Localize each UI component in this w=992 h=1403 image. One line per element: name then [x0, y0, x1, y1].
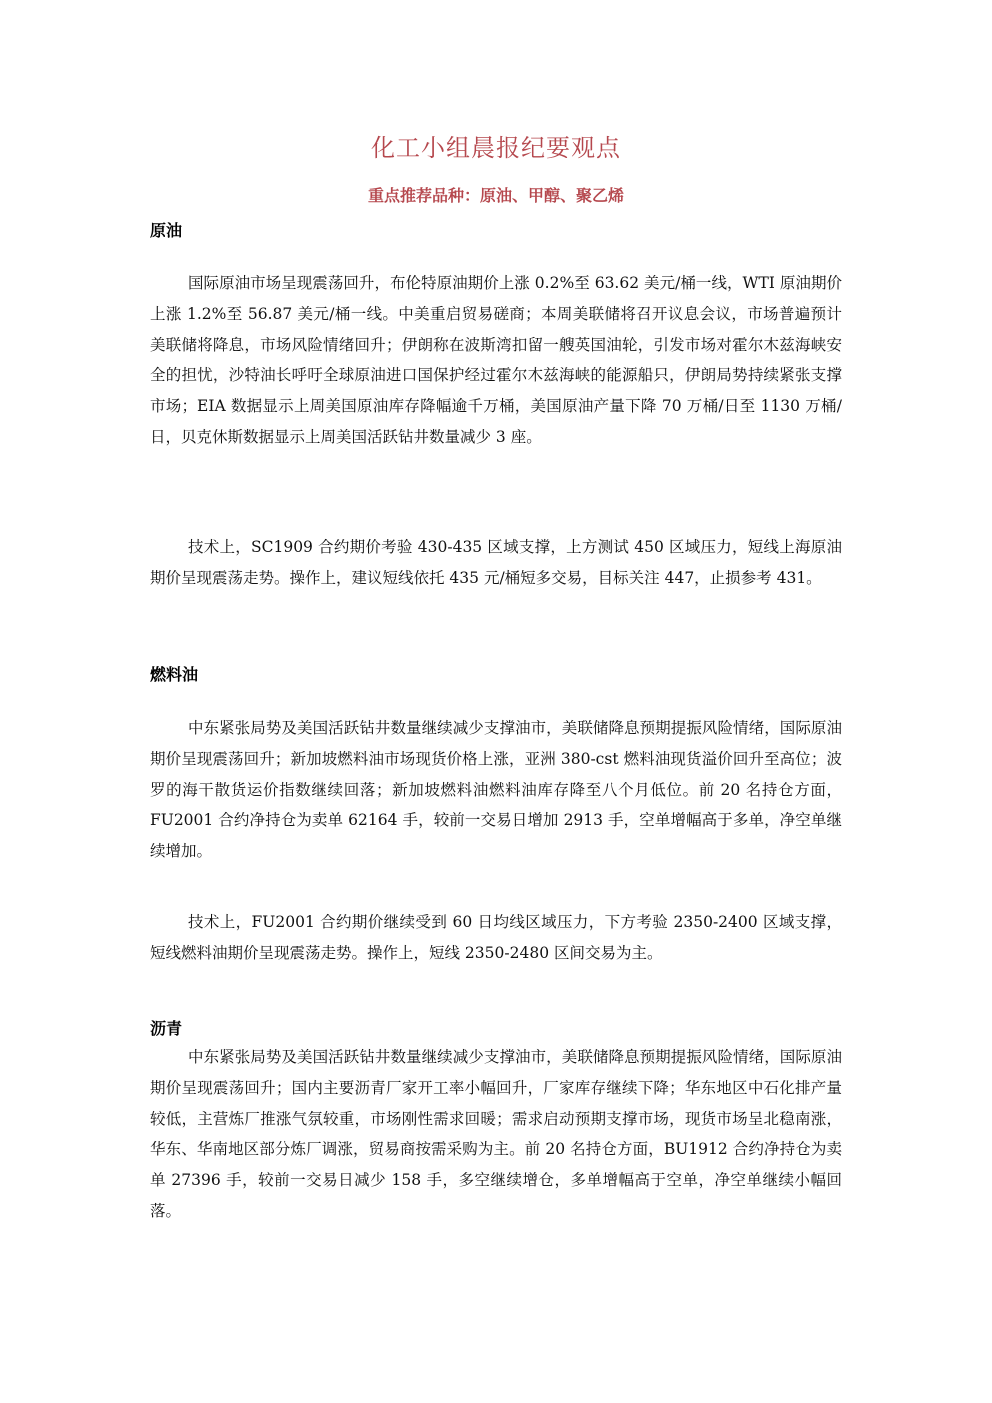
section-heading-asphalt: 沥青	[150, 1019, 183, 1038]
paragraph-fuel-oil-market: 中东紧张局势及美国活跃钻井数量继续减少支撑油市，美联储降息预期提振风险情绪，国际原油期价呈现震荡回升；新加坡燃料油市场现货价格上涨，亚洲 380-cst 燃料油现货溢价回升至高位；波罗的海干散货运价指数继续回落；新加坡燃料油燃料油库存降至八个月低位。前 20 名持仓方面，FU2001 合约净持仓为卖单 62164 手，较前一交易日增加 2913 手，空单增幅高于多单，净空单继续增加。	[150, 719, 842, 861]
paragraph-crude-oil-market: 国际原油市场呈现震荡回升，布伦特原油期价上涨 0.2%至 63.62 美元/桶一线，WTI 原油期价上涨 1.2%至 56.87 美元/桶一线。中美重启贸易磋商；本周美联储将召开议息会议，市场普遍预计美联储将降息，市场风险情绪回升；伊朗称在波斯湾扣留一艘英国油轮，引发市场对霍尔木兹海峡安全的担忧，沙特油长呼吁全球原油进口国保护经过霍尔木兹海峡的能源船只，伊朗局势持续紧张支撑市场；EIA 数据显示上周美国原油库存降幅逾千万桶，美国原油产量下降 70 万桶/日至 1130 万桶/日，贝克休斯数据显示上周美国活跃钻井数量减少 3 座。	[150, 274, 842, 446]
paragraph-asphalt-market: 中东紧张局势及美国活跃钻井数量继续减少支撑油市，美联储降息预期提振风险情绪，国际原油期价呈现震荡回升；国内主要沥青厂家开工率小幅回升，厂家库存继续下降；华东地区中石化排产量较低，主营炼厂推涨气氛较重，市场刚性需求回暖；需求启动预期支撑市场，现货市场呈北稳南涨，华东、华南地区部分炼厂调涨，贸易商按需采购为主。前 20 名持仓方面，BU1912 合约净持仓为卖单 27396 手，较前一交易日减少 158 手，多空继续增仓，多单增幅高于空单，净空单继续小幅回落。	[150, 1048, 842, 1220]
paragraph-fuel-oil-technical: 技术上，FU2001 合约期价继续受到 60 日均线区域压力，下方考验 2350-2400 区域支撑，短线燃料油期价呈现震荡走势。操作上，短线 2350-2480 区间交易为主。	[150, 913, 842, 962]
section-heading-crude-oil: 原油	[150, 221, 183, 240]
section-heading-fuel-oil: 燃料油	[150, 665, 199, 684]
paragraph-crude-oil-technical: 技术上，SC1909 合约期价考验 430-435 区域支撑，上方测试 450 区域压力，短线上海原油期价呈现震荡走势。操作上，建议短线依托 435 元/桶短多交易，目标关注 447，止损参考 431。	[150, 538, 842, 587]
document-title: 化工小组晨报纪要观点	[371, 134, 621, 162]
document-subtitle: 重点推荐品种：原油、甲醇、聚乙烯	[367, 186, 624, 205]
